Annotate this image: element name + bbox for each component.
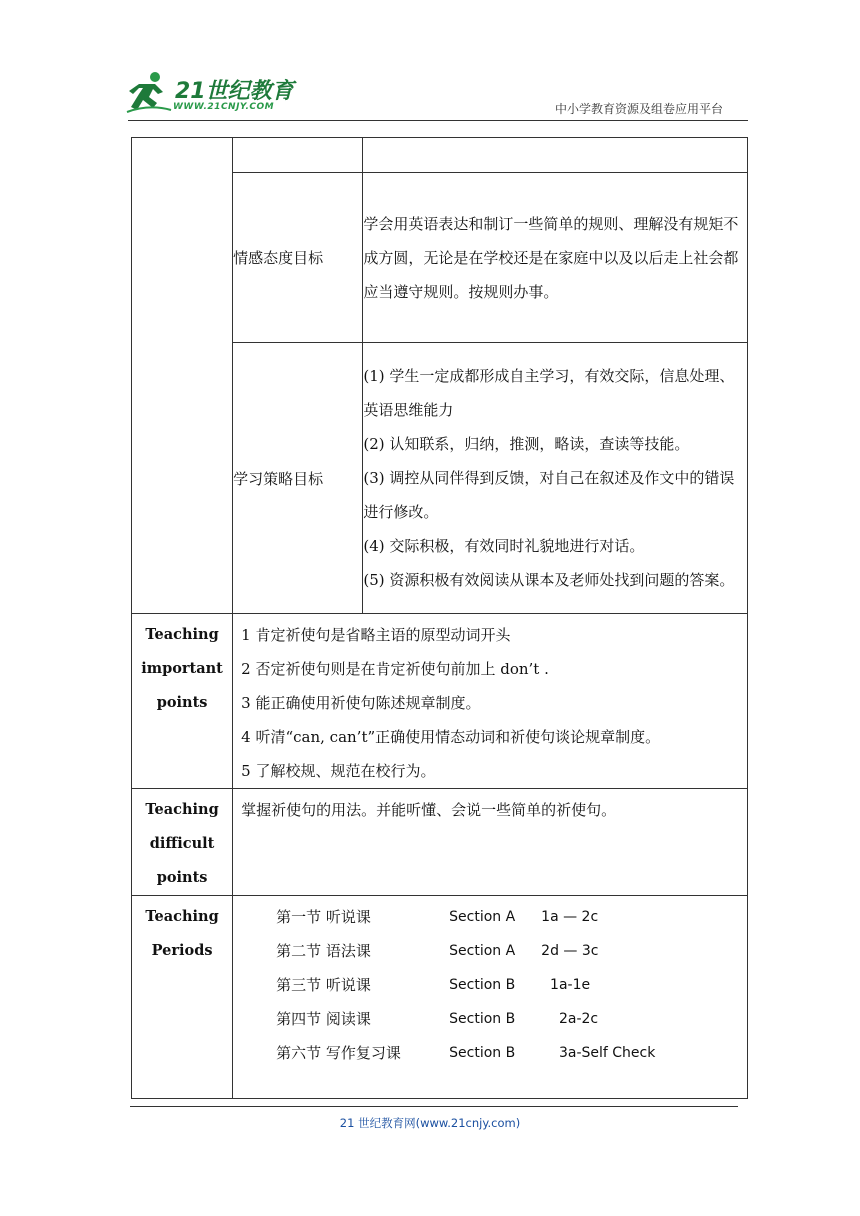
important-points-text (233, 614, 748, 789)
platform-title: 中小学教育资源及组卷应用平台 (554, 102, 723, 116)
strategy-goal-label: 学习策略目标 (233, 343, 363, 614)
strategy-item: (2) 认知联系，归纳，推测，略读，查读等技能。 (363, 435, 690, 453)
strategy-item: (1) 学生一定成都形成自主学习，有效交际，信息处理、英语思维能力 (363, 367, 735, 419)
important-item: 4 听清“can, can’t”正确使用情态动词和祈使句谈论规章制度。 (241, 728, 661, 746)
important-item: 5 了解校规、规范在校行为。 (241, 762, 436, 780)
difficult-points-text: 掌握祈使句的用法。并能听懂、会说一些简单的祈使句。 (233, 789, 748, 896)
table-row-empty (132, 138, 748, 173)
page-header (0, 0, 860, 130)
site-logo (125, 70, 295, 118)
lesson-plan-table (131, 137, 748, 1099)
footer-divider (130, 1106, 738, 1107)
logo-text: 21世纪教育 (175, 79, 294, 104)
period-row: 第一节 听说课 Section A 1a — 2c (276, 908, 599, 926)
runner-icon (125, 70, 173, 114)
period-row: 第三节 听说课 Section B 1a-1e (276, 976, 591, 994)
affective-goal-label: 情感态度目标 (233, 173, 363, 343)
strategy-item: (3) 调控从同伴得到反馈，对自己在叙述及作文中的错误进行修改。 (363, 469, 735, 521)
important-item: 3 能正确使用祈使句陈述规章制度。 (241, 694, 481, 712)
period-row: 第四节 阅读课 Section B 2a-2c (276, 1010, 599, 1028)
affective-goal-text: 学会用英语表达和制订一些简单的规则、理解没有规矩不成方圆，无论是在学校还是在家庭中以及以后走上社会都应当遵守规则。按规则办事。 (363, 173, 748, 343)
table-row-periods (132, 896, 748, 1099)
table-row-important (132, 614, 748, 789)
period-row: 第二节 语法课 Section A 2d — 3c (276, 942, 599, 960)
objectives-empty-cell (132, 138, 233, 614)
table-row-difficult (132, 789, 748, 896)
important-item: 2 否定祈使句则是在肯定祈使句前加上 don’t . (241, 660, 549, 678)
teaching-periods-label: Teaching Periods (132, 896, 233, 1099)
header-divider (128, 120, 748, 121)
teaching-periods-list (233, 896, 748, 1099)
important-points-label: Teaching important points (132, 614, 233, 789)
strategy-item: (5) 资源积极有效阅读从课本及老师处找到问题的答案。 (363, 571, 735, 589)
logo-url: WWW.21CNJY.COM (173, 102, 275, 112)
strategy-item: (4) 交际积极，有效同时礼貌地进行对话。 (363, 537, 645, 555)
period-row: 第六节 写作复习课 Section B 3a-Self Check (276, 1044, 656, 1062)
important-item: 1 肯定祈使句是省略主语的原型动词开头 (241, 626, 511, 644)
difficult-points-label: Teaching difficult points (132, 789, 233, 896)
footer-link[interactable]: 21 世纪教育网(www.21cnjy.com) (339, 1116, 521, 1130)
strategy-goal-text (363, 343, 748, 614)
